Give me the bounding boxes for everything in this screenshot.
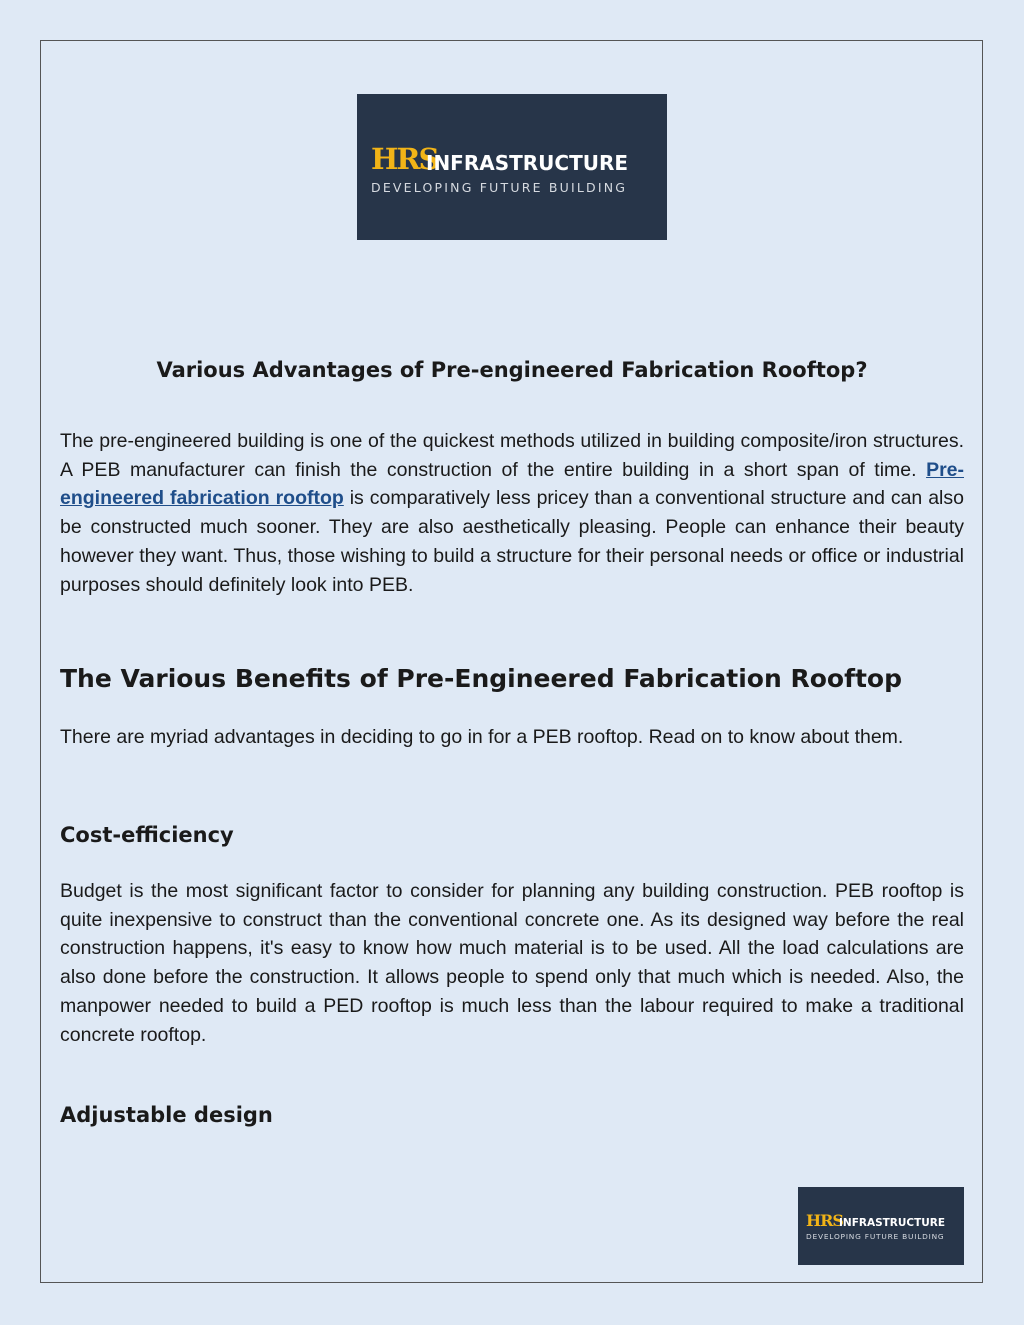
logo-tagline-small: DEVELOPING FUTURE BUILDING [806,1232,945,1241]
company-logo-top [357,94,667,240]
pre-engineered-rooftop-link[interactable]: Pre-engineered fabrication rooftop [60,458,964,510]
intro-text-before: The pre-engineered building is one of the quickest methods utilized in building composite/iron structures. A PEB manufacturer can finish the construction of the entire building in a short span of time. [60,430,964,481]
intro-text-after: is comparatively less pricey than a conventional structure and can also be constructed much sooner. They are also aesthetically pleasing. People can enhance their beauty however they want. Thus, those wishing to build a structure for their personal needs or office or industrial purposes should definitely look into PEB. [60,487,964,596]
logo-name-small: INFRASTRUCTURE [839,1217,946,1229]
company-logo-bottom [798,1187,964,1265]
benefits-paragraph: There are myriad advantages in deciding to go in for a PEB rooftop. Read on to know about them. [60,726,904,748]
benefits-heading: The Various Benefits of Pre-Engineered Fabrication Rooftop [60,664,902,693]
logo-tagline: DEVELOPING FUTURE BUILDING [371,180,628,195]
page-title: Various Advantages of Pre-engineered Fabrication Rooftop? [156,358,868,382]
cost-efficiency-paragraph: Budget is the most significant factor to consider for planning any building construction. PEB rooftop is quite inexpensive to construct than the conventional concrete one. As its designed way before the real construction happens, it's easy to know how much material is to be used. All the load calculations are also done before the construction. It allows people to spend only that much which is needed. Also, the manpower needed to build a PED rooftop is much less than the labour required to make a traditional concrete rooftop. [60,880,964,1046]
logo-name: INFRASTRUCTURE [426,151,629,175]
intro-paragraph [60,427,964,599]
logo-mark: HRS [371,142,438,176]
logo-mark-small: HRS [806,1211,843,1230]
adjustable-design-heading: Adjustable design [60,1103,273,1127]
cost-efficiency-heading: Cost-efficiency [60,823,234,847]
